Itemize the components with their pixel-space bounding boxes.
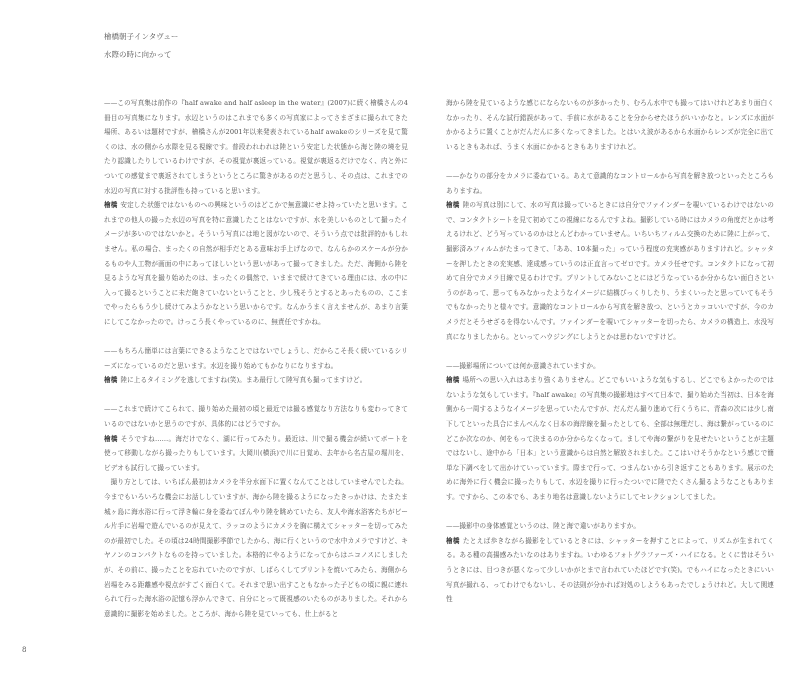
paragraph: 檜橋 たとえば歩きながら撮影をしているときには、シャッターを押すことによって、リズムが生まれてくる。ある種の高揚感みたいなのはありますね。いわゆるフォトグラファーズ・ハイになる。とくに昔はそういうときには、目つきが悪くなって少しいかがとまで言われていたほどです(笑)。でもハイになったときにいい写真が撮れる、ってわけでもないし、その法則が分かれば対処のしようもあったでしょうけれど。大して関連性 — [446, 536, 774, 604]
paragraph: 檜橋 安定した状態ではないものへの興味というのはどこかで無意識にせよ持っていたと思います。これまでの他人の撮った水辺の写真を特に意識したことはないですが、水を美しいものとして撮ったイメージが多いのではないかと。そういう写真には地と図がないので、そういう点では批評的かもしれません。私の場合、まったくの自然が相手だとある意味お手上げなので、なんらかのスケールが分かるものや人工物が画面の中にあってほしいという思いがあって撮ってきました。ただ、海側から陸を見るような写真を撮り始めたのは、まったくの偶然で、いままで続けてきている理由には、水の中に入って撮るということに未だ飽きていないということと、少し残そうとするとあったものの、ここまでやったらもう少し続けてみようかなという思いからです。なんかうまく言えませんが、あまり言葉にしてこなかったので。けっこう長くやっているのに、無責任ですかね。 — [104, 201, 408, 326]
speaker-label: 檜橋 — [446, 201, 460, 210]
article-header — [104, 28, 178, 64]
paragraph: 檜橋 陸の写真は別にして、水の写真は撮っているときには自分でファインダーを覗いているわけではないので、コンタクトシートを見て初めてこの視線になるんですよね。撮影している時にはカメラの角度だとかは考えるけれど、どう写っているのかはとんどわかっていません。いちいちフィルム交換のために陸に上がって、撮影済みフィルムがたまってきて、「ああ、10本撮った」っていう程度の充実感がありますけれど。シャッターを押したときの充実感、達成感っていうのは正直言ってゼロです。カメラ任せです。コンタクトになって初めて自分でカメラ目線で見るわけです。プリントしてみないことにはどうなっているか分からない面白さというのがあって、思ってもみなかったようなイメージに結構びっくりしたり、うまくいったと思っていてもそうでもなかったりと様々です。意識的なコントロールから写真を解き放つ、というとカッコいいですが、今のカメラだとそうせざるを得ないんです。ファインダーを覗いてシャッターを切ったら、カメラの構造上、水没写真になりましたから。といってハウジングにしようとかは思わないですけど。 — [446, 201, 774, 341]
speaker-label: 檜橋 — [104, 434, 118, 443]
paragraph: ——撮影場所については何か意識されていますか。 — [446, 361, 600, 370]
paragraph: ——この写真集は前作の『half awake and half asleep in the water』(2007)に続く檜橋さんの4冊目の写真集になります。水辺というのはこれまでも多くの写真家によってさまざまに撮られてきた場所、あるいは題材ですが、檜橋さんが2001年以来発表されているhalf awakeのシリーズを見て驚くのは、水の側から水際を見る視線です。普段われわれは陸という安定した状態から海と陸の境を見たり認識したりしているわけですが、その視覚が裏返っている。視覚が裏返るだけでなく、内と外についての感覚まで裏返されてしまうというところに驚きがあるのだと思うし、その点は、これまでの水辺の写真に対する批評性も持っていると思います。 — [104, 99, 408, 195]
paragraph: ——撮影中の身体感覚というのは、陸と海で違いがありますか。 — [446, 522, 641, 531]
speaker-label: 檜橋 — [446, 376, 460, 385]
speaker-label: 檜橋 — [104, 376, 118, 385]
speaker-label: 檜橋 — [446, 536, 460, 545]
paragraph: ——これまで続けてこられて、撮り始めた最初の頃と最近では撮る感覚なり方法なりも変わってきているのではないかと思うのですが、具体的にはどうですか。 — [104, 405, 408, 429]
paragraph: 檜橋 陸に上るタイミングを逃してますね(笑)。まあ最行して陸写真も撮ってますけど。 — [104, 376, 367, 385]
paragraph: ——もちろん簡単には言葉にできるようなことではないでしょうし、だからこそ長く続いているシリーズになっているのだと思います。水辺を撮り始めてもかなりになりますね。 — [104, 347, 408, 370]
paragraph: 檜橋 場所への思い入れはあまり強くありません。どこでもいいような気もするし、どこでもよかったのではないような気もしています。『half awake』の写真集の撮影地はすべて日本で、撮り始めた当初は、日本を海側から一周するようなイメージを思っていたんですが、だんだん撮り進めて行くうちに、青森の次には少し南下してといった具合にまんべんなく日本の海岸線を撮ったとしても、全部は無理だし、海は繋がっているのにどこか次なのか、何をもって決まるのか分からなくなって。ましてや海の繋がりを見せたいということが主題ではないし、途中から「日本」という意識からは自然と解放されました。ここはいけそうかなという感じで簡単な下調べをして出かけていっています。際まで行って、つまんないから引き返すこともあります。展示のために海外に行く機会に撮ったりもして、水辺を撮りに行ったついでに陸でたくさん撮るようなこともあります。ですから、この本でも、あまり地名は意識しないようにしてセレクションしてました。 — [446, 376, 774, 502]
speaker-label: 檜橋 — [104, 201, 118, 210]
article-title: 水際の時に向かって — [104, 50, 172, 59]
paragraph: 海から陸を見ているような感じにならないものが多かったり、むろん水中でも撮ってはいけれどあまり面白くなかったり、そんな試行錯誤があって、手前に水があることを分からせたほうがいいかなと。レンズに水面がかかるように置くことがだんだんに多くなってきました。とはいえ波があるから水面からレンズが完全に出ているときもあれば、うまく水面にかかるときもありますけれど。 — [446, 99, 774, 151]
paragraph: 檜橋 そうですね……。海だけでなく、湖に行ってみたり。最近は、川で撮る機会が続いてボートを使って移動しながら撮ったりもしています。大岡川(横浜)で川に日覚め、去年から名古屋の堀川を、ビデオも試行して撮っています。 — [104, 434, 408, 472]
left-text-column — [104, 96, 408, 621]
paragraph: 撮り方としては、いちばん最初はカメラを半分水面下に置くなんてことはしていませんでしたね。今までもいろいろな機会にお話ししていますが、海から陸を撮るようになったきっかけは、たまたま城ヶ島に海水浴に行って浮き輪に身を委ねてぼんやり陸を眺めていたら、友人や海水浴客たちがビール片手に岩場で遊んでいるのが見えて、ラッコのようにカメラを胸に構えてシャッターを切ってみたのが最初でした。その頃は24時間撮影季節でしたから、海に行くというので水中カメラですけど、キヤノンのコンパクトなものを持っていました。本格的にやるようになってからはニコノスにしましたが、その前に、撮ったことを忘れていたのですが、しばらくしてプリントを焼いてみたら、海側から岩場をみる距離感や視点がすごく面白くて。それまで思い出すこともなかった子どもの頃に親に連れられて行った海水浴の記憶も浮かんできて、自分にとって既視感のいたものがありました。それから意識的に撮影を始めました。ところが、海から陸を見ていっても、仕上がると — [104, 478, 408, 618]
paragraph: ——かなりの部分をカメラに委ねている。あえて意識的なコントロールから写真を解き放つといったところもありますね。 — [446, 171, 774, 195]
article-series-title: 檜橋朝子インタヴュー — [104, 32, 179, 41]
right-text-column — [446, 96, 774, 607]
page-number: 8 — [22, 646, 27, 654]
